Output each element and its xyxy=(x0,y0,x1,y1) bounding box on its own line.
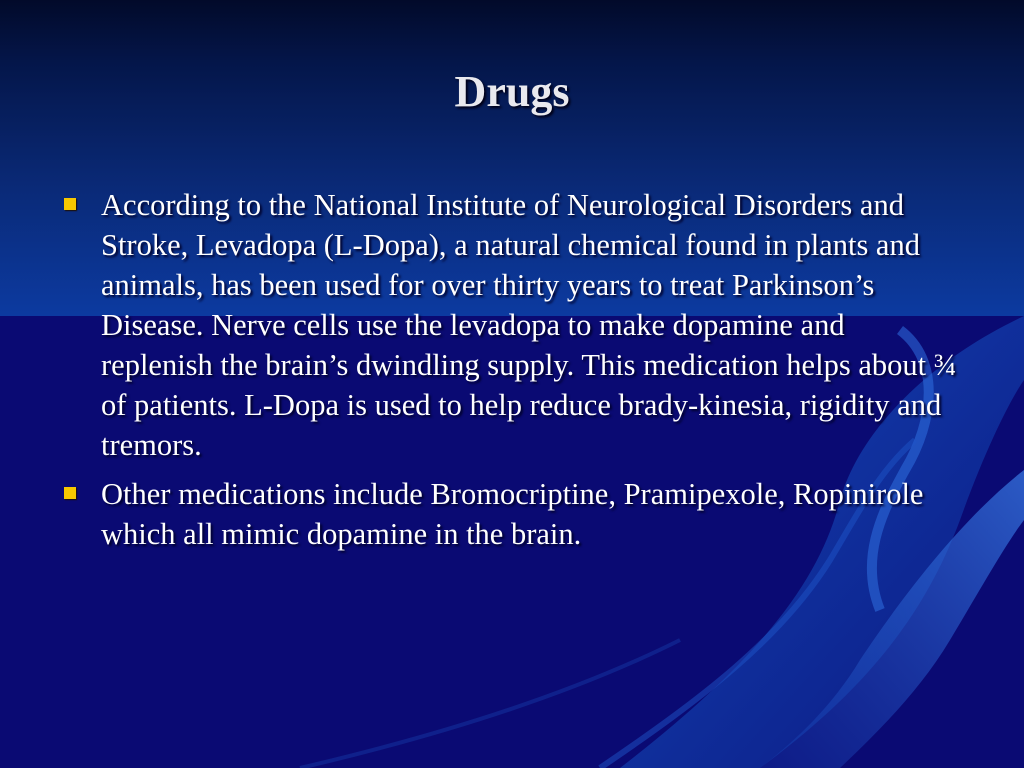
bullet-list xyxy=(62,185,962,563)
square-bullet-icon xyxy=(64,198,76,210)
square-bullet-icon xyxy=(64,487,76,499)
bullet-item xyxy=(62,185,962,465)
bullet-item xyxy=(62,474,962,554)
bullet-text: According to the National Institute of Neurological Disorders and Stroke, Levadopa (L-Dopa), a natural chemical found in plants and animals, has been used for over thirty years to treat Parkinson’s Disease. Nerve cells use the levadopa to make dopamine and replenish the brain’s dwindling supply. This medication helps about ¾ of patients. L-Dopa is used to help reduce brady-kinesia, rigidity and tremors. xyxy=(101,188,957,462)
bullet-text: Other medications include Bromocriptine, Pramipexole, Ropinirole which all mimic dopamine in the brain. xyxy=(101,477,924,551)
slide-title: Drugs xyxy=(454,67,570,116)
